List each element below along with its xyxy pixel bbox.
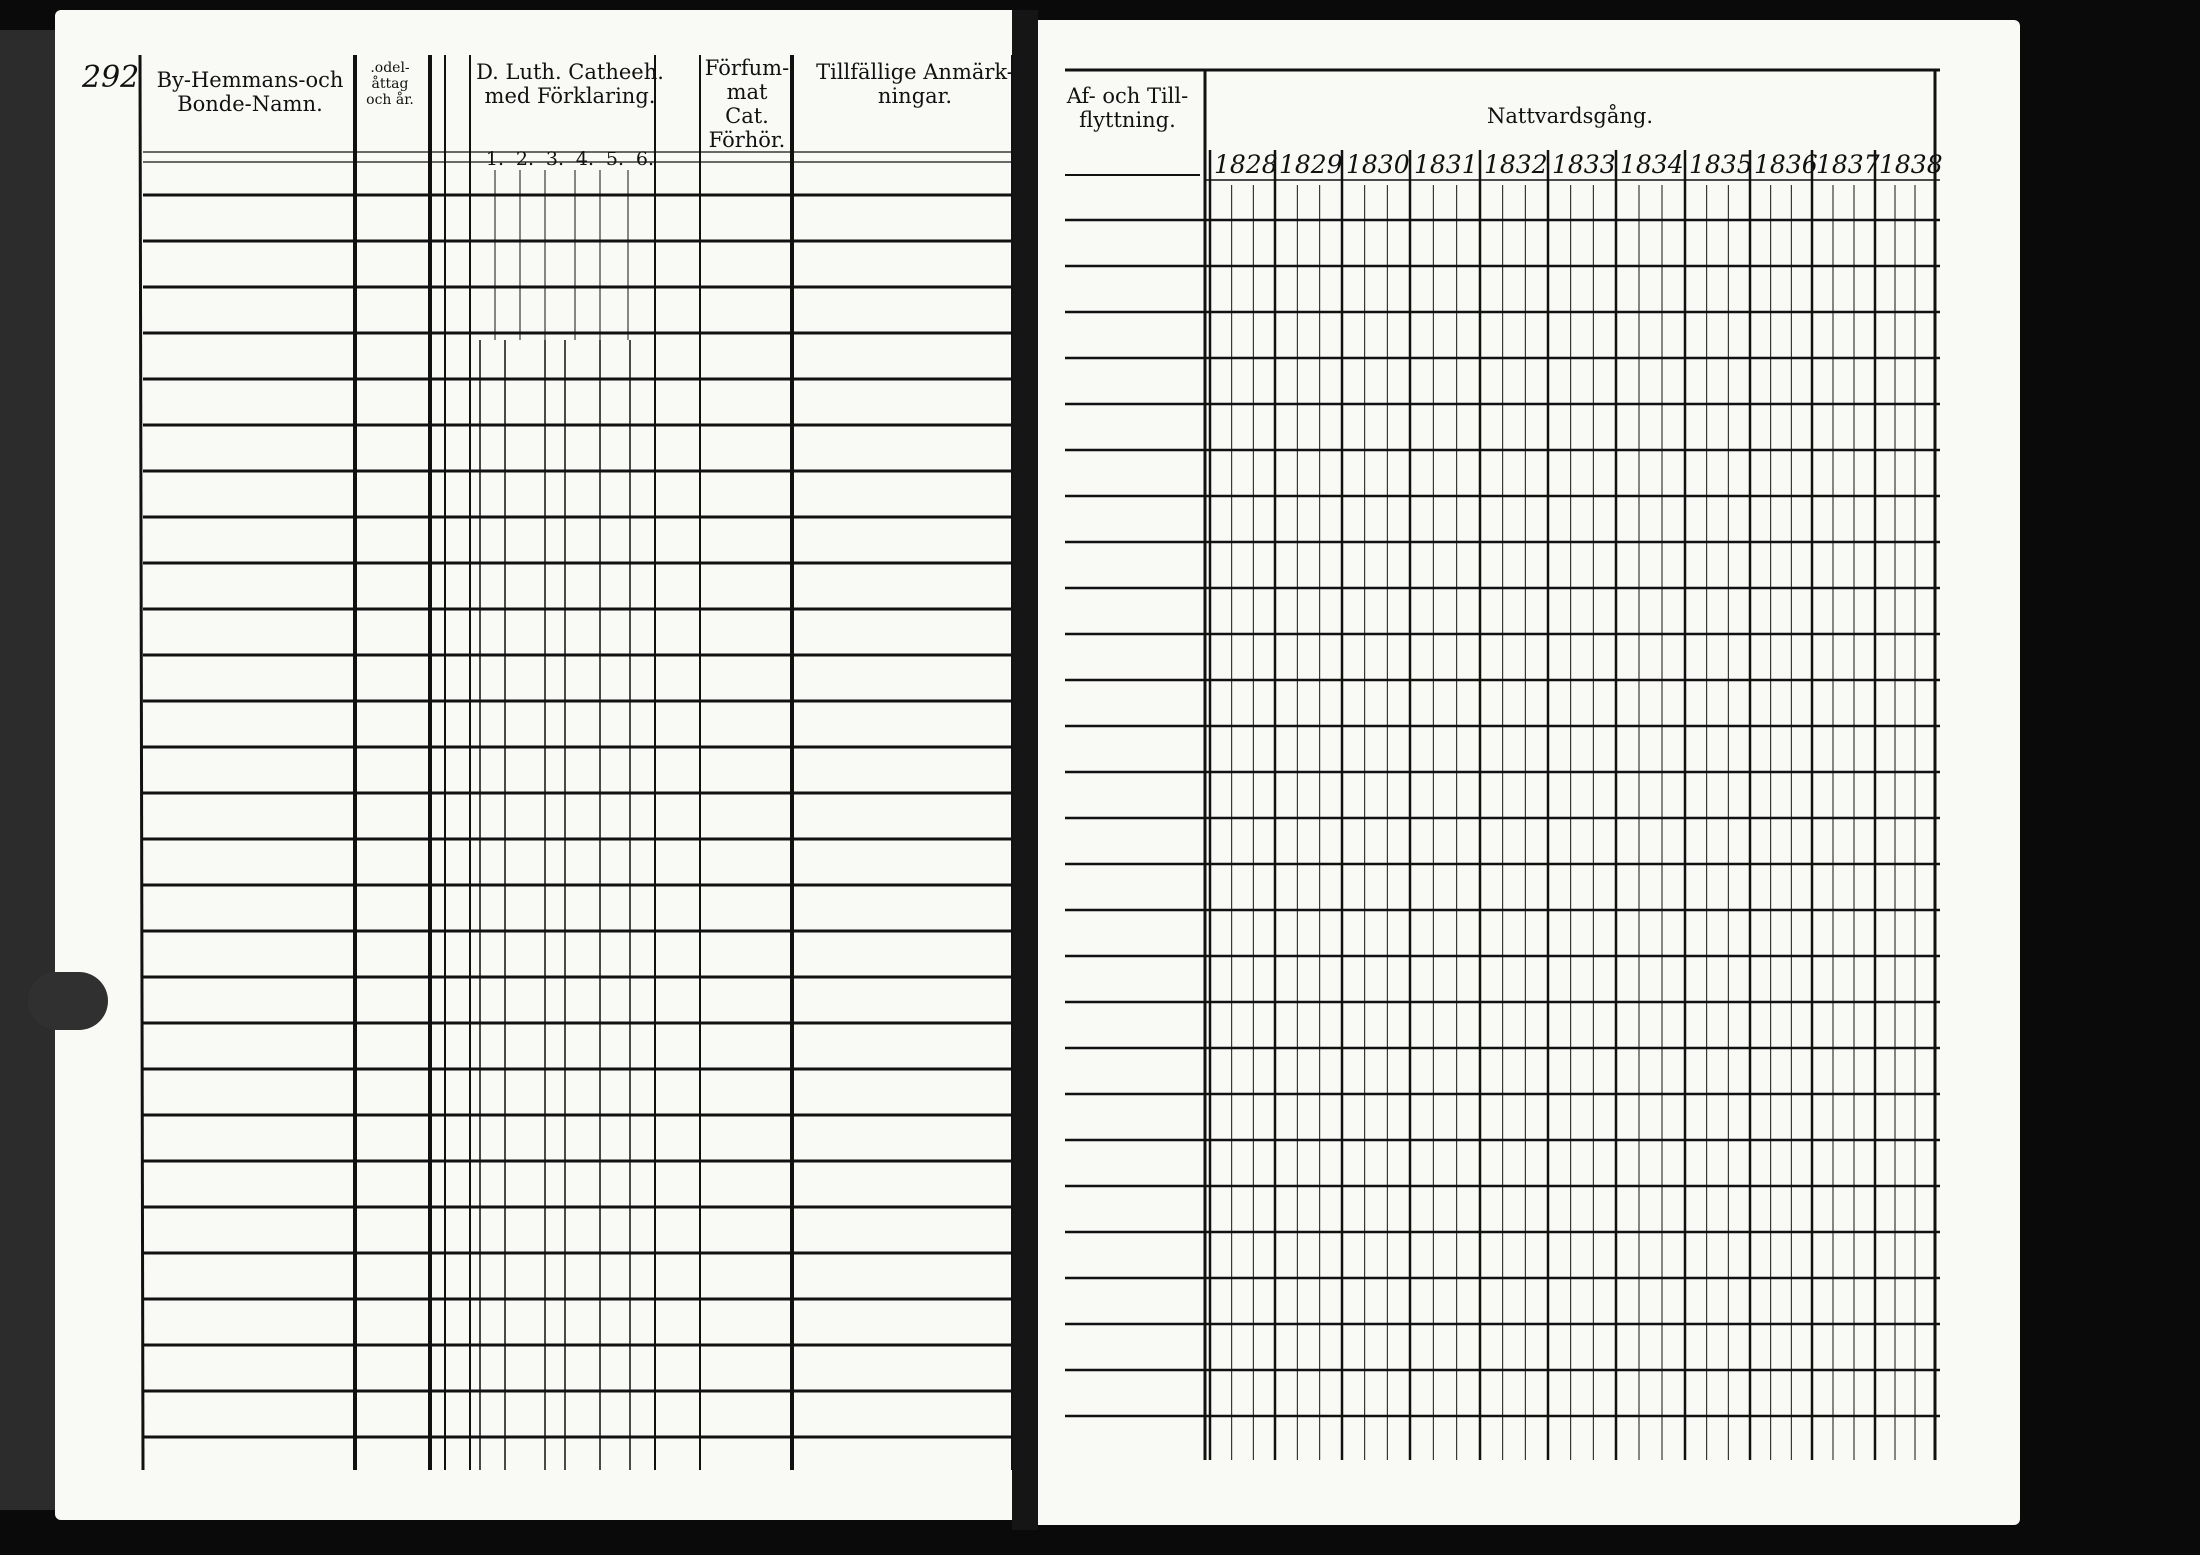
header-by-hemman: By-Hemmans-och Bonde-Namn.	[156, 68, 344, 117]
catechism-numbers	[480, 148, 660, 170]
year-label: 1828	[1214, 150, 1278, 179]
year-label: 1830	[1346, 150, 1410, 179]
year-label: 1836	[1754, 150, 1818, 179]
year-label: 1835	[1689, 150, 1753, 179]
column-rule	[140, 55, 143, 1470]
catechism-number: 4.	[575, 148, 595, 170]
catechism-number: 2.	[515, 148, 535, 170]
catechism-number: 1.	[485, 148, 505, 170]
header-odelsrang: .odel- åttag och år.	[366, 60, 414, 109]
header-forfumm: Förfum-mat Cat. Förhör.	[704, 56, 790, 153]
year-label: 1832	[1484, 150, 1548, 179]
header-catechism: D. Luth. Catheeh. med Förklaring.	[476, 60, 664, 109]
year-label: 1837	[1816, 150, 1880, 179]
catechism-number: 6.	[635, 148, 655, 170]
year-label: 1829	[1279, 150, 1343, 179]
catechism-number: 3.	[545, 148, 565, 170]
year-label: 1838	[1879, 150, 1943, 179]
header-anmarkningar: Tillfällige Anmärk-ningar.	[816, 60, 1014, 109]
header-af-och-till: Af- och Till-flyttning.	[1066, 84, 1189, 133]
header-nattvardsgang: Nattvardsgång.	[1486, 104, 1654, 128]
year-label: 1831	[1414, 150, 1478, 179]
catechism-number: 5.	[605, 148, 625, 170]
page-number: 292	[82, 60, 140, 95]
year-label: 1834	[1620, 150, 1684, 179]
year-label: 1833	[1552, 150, 1616, 179]
